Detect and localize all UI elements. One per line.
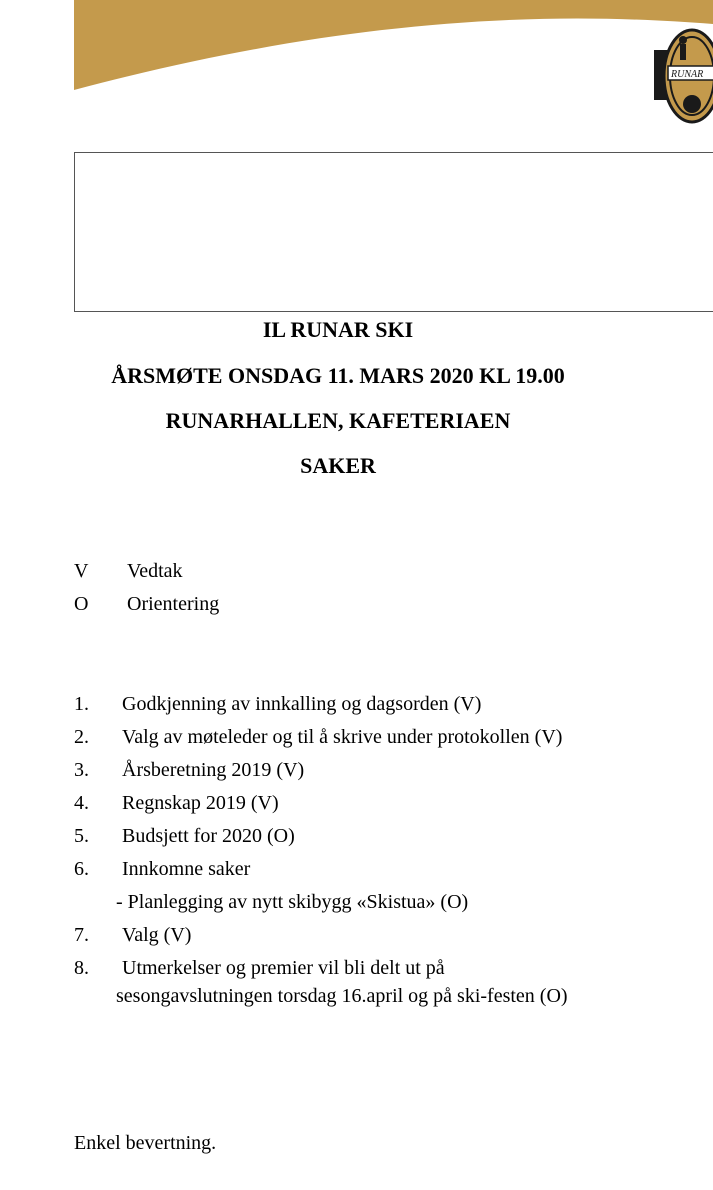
- agenda-item: [74, 723, 604, 751]
- club-logo: [654, 26, 713, 126]
- agenda-item: [74, 954, 604, 1010]
- agenda-list: [74, 690, 604, 1015]
- legend-code: V: [74, 560, 89, 582]
- agenda-text: Innkomne saker: [122, 858, 251, 880]
- agenda-subitem: - Planlegging av nytt skibygg «Skistua» (O): [116, 891, 469, 913]
- legend-label: Orientering: [127, 593, 220, 615]
- agenda-text: Utmerkelser og premier vil bli delt ut på sesongavslutningen torsdag 16.april og på ski-festen (O): [116, 957, 568, 1007]
- empty-frame-box: [74, 152, 713, 312]
- club-title: IL RUNAR SKI: [262, 317, 414, 342]
- agenda-text: Godkjenning av innkalling og dagsorden (V): [122, 693, 482, 715]
- footer-note: Enkel bevertning.: [74, 1132, 217, 1154]
- agenda-number: 6.: [74, 858, 89, 880]
- section-title: SAKER: [300, 453, 376, 478]
- header-banner: [0, 0, 713, 130]
- agenda-number: 2.: [74, 726, 89, 748]
- agenda-text: Valg (V): [122, 924, 192, 946]
- agenda-number: 3.: [74, 759, 89, 781]
- agenda-item: [74, 921, 604, 949]
- agenda-number: 4.: [74, 792, 89, 814]
- banner-swoosh: [74, 0, 713, 90]
- meeting-title: ÅRSMØTE ONSDAG 11. MARS 2020 KL 19.00: [111, 363, 565, 388]
- agenda-text: Valg av møteleder og til å skrive under protokollen (V): [122, 726, 563, 748]
- agenda-item: [74, 855, 604, 883]
- agenda-number: 7.: [74, 924, 89, 946]
- agenda-text: Årsberetning 2019 (V): [122, 759, 305, 781]
- venue-title: RUNARHALLEN, KAFETERIAEN: [165, 408, 511, 433]
- document-headings: [74, 316, 602, 479]
- agenda-item: [74, 822, 604, 850]
- agenda-text: Regnskap 2019 (V): [122, 792, 279, 814]
- agenda-item: [74, 756, 604, 784]
- agenda-item: [74, 690, 604, 718]
- agenda-text: Budsjett for 2020 (O): [122, 825, 295, 847]
- legend-code: O: [74, 593, 89, 615]
- agenda-item: [74, 789, 604, 817]
- agenda-number: 1.: [74, 693, 89, 715]
- agenda-number: 5.: [74, 825, 89, 847]
- legend-label: Vedtak: [127, 560, 183, 582]
- logo-text: RUNAR: [671, 69, 704, 80]
- agenda-number: 8.: [74, 957, 89, 979]
